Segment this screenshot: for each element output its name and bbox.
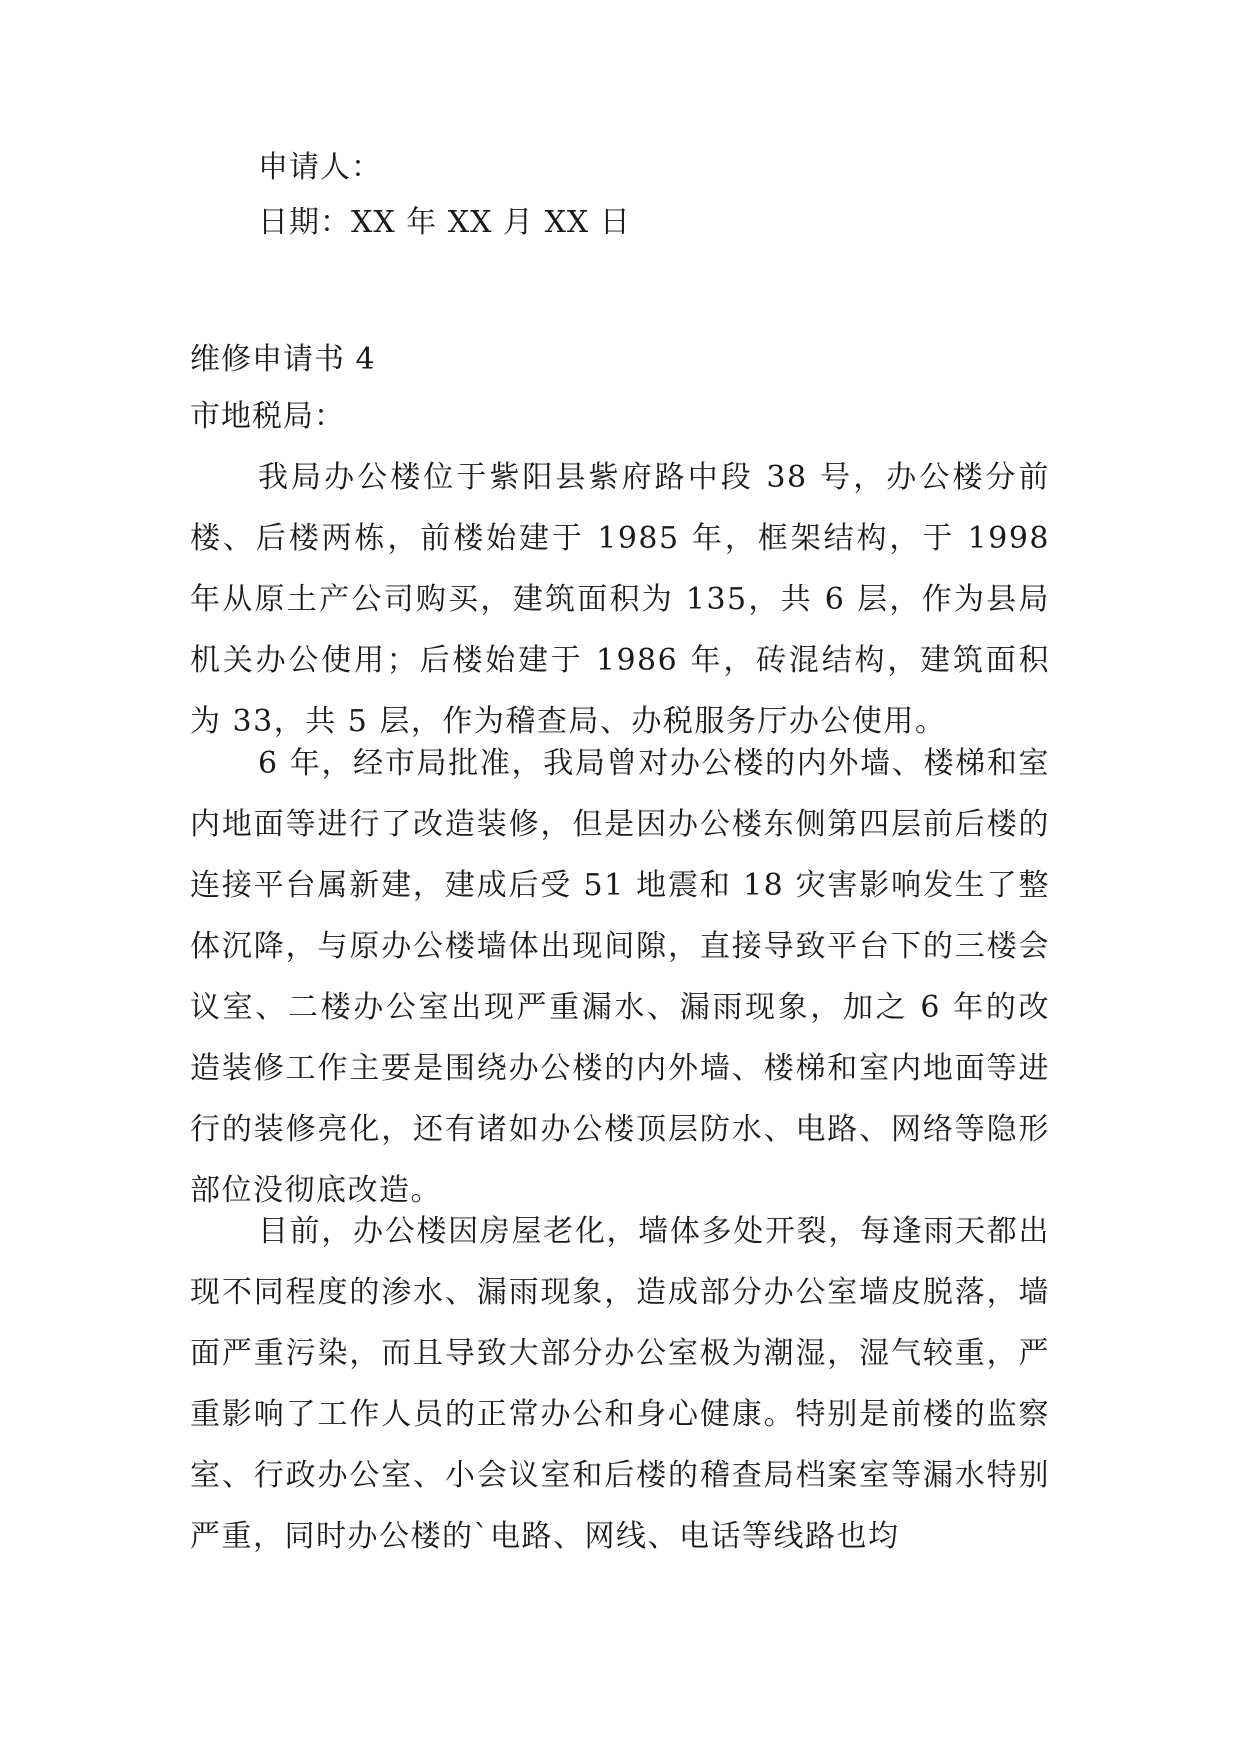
recipient: 市地税局： bbox=[190, 399, 345, 434]
body-paragraph-2: 6 年，经市局批准，我局曾对办公楼的内外墙、楼梯和室内地面等进行了改造装修，但是因办公楼东侧第四层前后楼的连接平台属新建，建成后受 51 地震和 18 灾害影响发生了整体沉降，与原办公楼墙体出现间隙，直接导致平台下的三楼会议室、二楼办公室出现严重漏水、漏雨现象，加之 6 年的改造装修工作主要是围绕办公楼的内外墙、楼梯和室内地面等进行的装修亮化，还有诸如办公楼顶层防水、电路、网络等隐形部位没彻底改造。 bbox=[190, 746, 1050, 1208]
body-paragraph-1: 我局办公楼位于紫阳县紫府路中段 38 号，办公楼分前楼、后楼两栋，前楼始建于 1985 年，框架结构，于 1998 年从原土产公司购买，建筑面积为 135，共 6 层，作为县局机关办公使用；后楼始建于 1986 年，砖混结构，建筑面积为 33，共 5 层，作为稽查局、办税服务厅办公使用。 bbox=[190, 460, 1050, 739]
document-title: 维修申请书 4 bbox=[190, 342, 376, 377]
body-paragraph-3: 目前，办公楼因房屋老化，墙体多处开裂，每逢雨天都出现不同程度的渗水、漏雨现象，造成部分办公室墙皮脱落，墙面严重污染，而且导致大部分办公室极为潮湿，湿气较重，严重影响了工作人员的正常办公和身心健康。特别是前楼的监察室、行政办公室、小会议室和后楼的稽查局档案室等漏水特别严重，同时办公楼的`电路、网线、电话等线路也均 bbox=[190, 1214, 1050, 1554]
applicant-label: 申请人： bbox=[258, 150, 382, 185]
date-line: 日期：XX 年 XX 月 XX 日 bbox=[258, 205, 631, 240]
